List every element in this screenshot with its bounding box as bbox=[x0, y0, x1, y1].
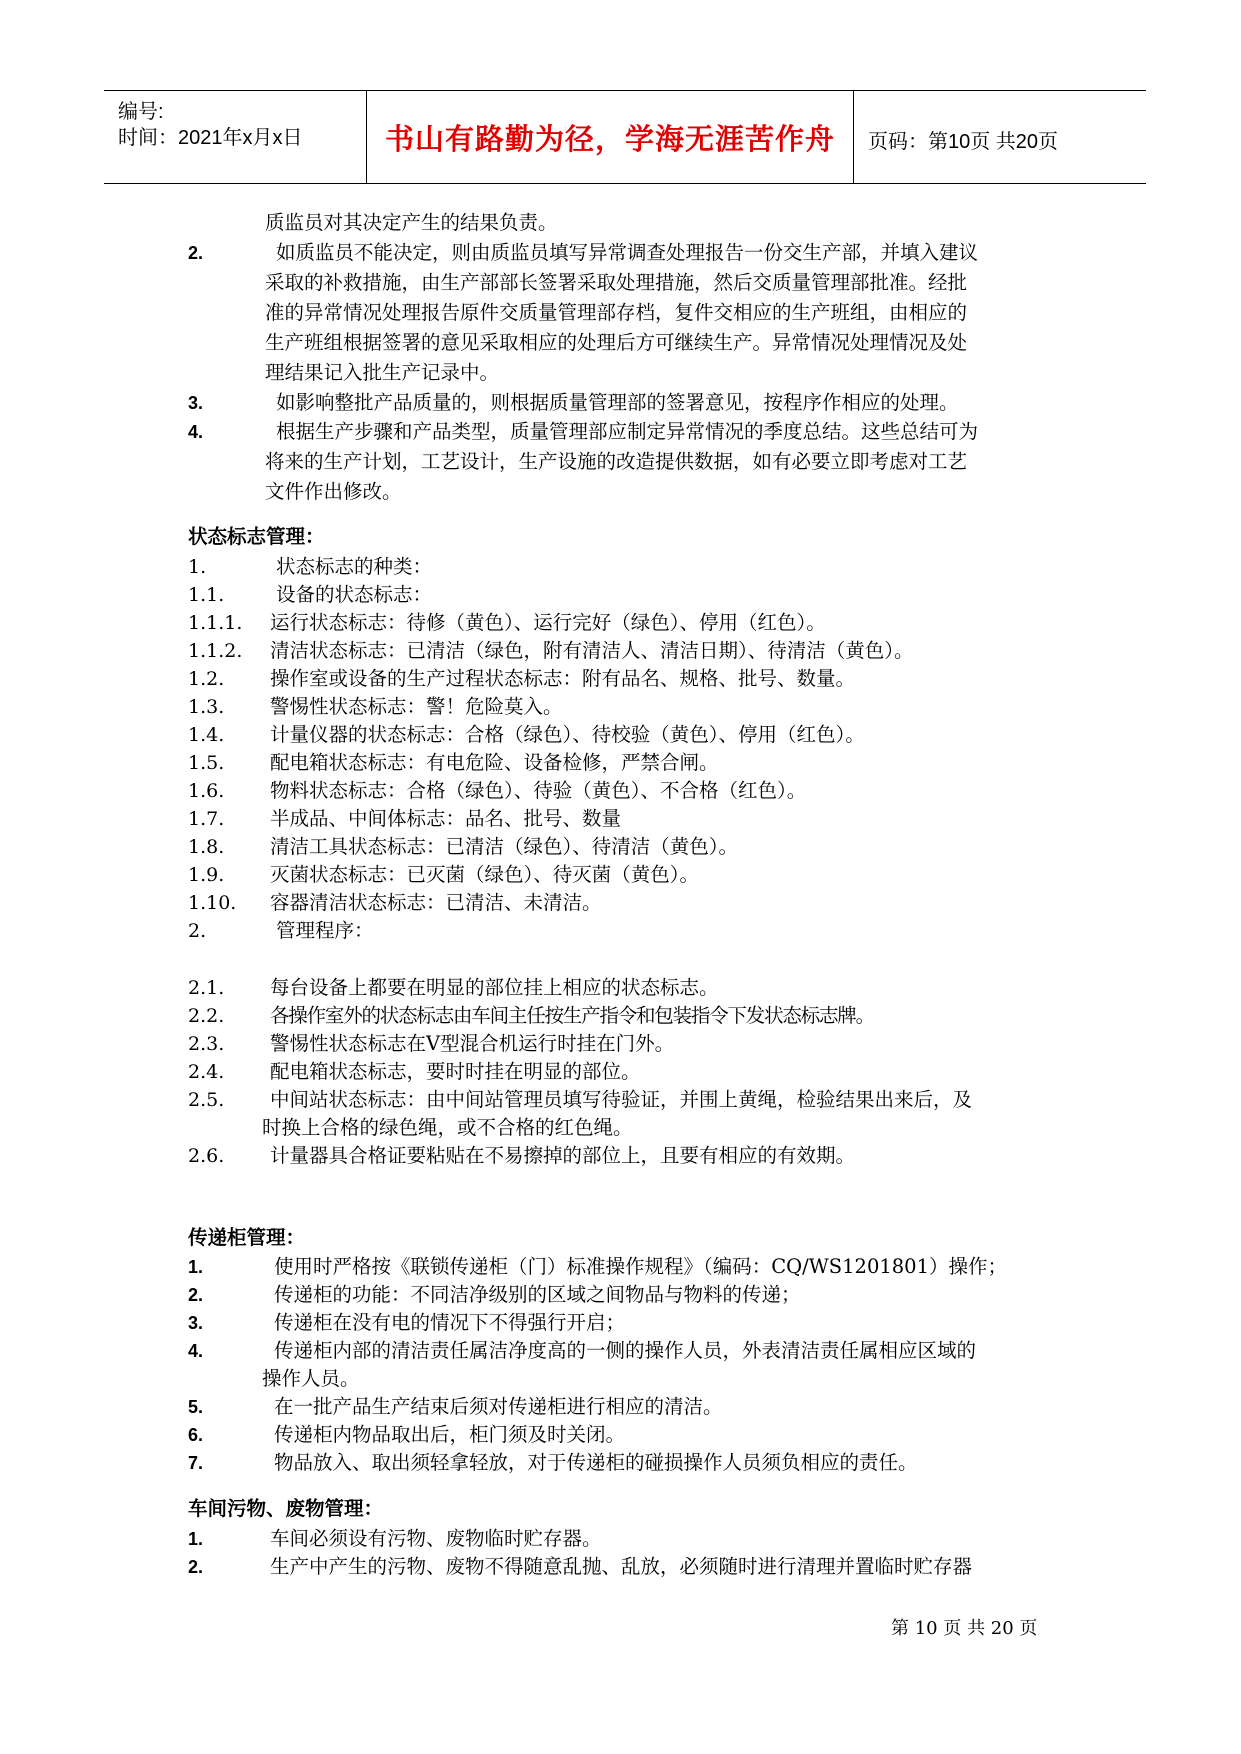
list-item-text: 中间站状态标志：由中间站管理员填写待验证，并围上黄绳，检验结果出来后，及 bbox=[270, 1088, 973, 1111]
list-item-text: 传递柜的功能：不同洁净级别的区域之间物品与物料的传递； bbox=[274, 1283, 801, 1306]
list-number: 1.3. bbox=[188, 696, 225, 718]
list-number: 4. bbox=[188, 1341, 204, 1361]
list-item-text: 传递柜内部的清洁责任属洁净度高的一侧的操作人员，外表清洁责任属相应区域的 bbox=[274, 1339, 977, 1362]
list-number: 1.8. bbox=[188, 836, 225, 858]
list-number: 1.1.2. bbox=[188, 640, 243, 662]
document-time-label: 时间：2021年x月x日 bbox=[118, 127, 303, 149]
list-number: 1.1. bbox=[188, 584, 225, 606]
list-number: 2. bbox=[188, 920, 207, 942]
list-number: 2.3. bbox=[188, 1033, 225, 1055]
list-number: 4. bbox=[188, 422, 204, 442]
section-heading: 传递柜管理： bbox=[188, 1226, 306, 1249]
paragraph-line: 文件作出修改。 bbox=[265, 480, 402, 503]
paragraph-line: 质监员对其决定产生的结果负责。 bbox=[265, 211, 558, 234]
list-item-text: 状态标志的种类： bbox=[276, 555, 433, 578]
list-item-text: 操作室或设备的生产过程状态标志：附有品名、规格、批号、数量。 bbox=[270, 667, 856, 690]
list-item-text: 清洁状态标志：已清洁（绿色，附有清洁人、清洁日期）、待清洁（黄色）。 bbox=[270, 639, 914, 662]
header-page-label: 页码：第10页 共20页 bbox=[868, 131, 1059, 153]
paragraph-line: 准的异常情况处理报告原件交质量管理部存档，复件交相应的生产班组，由相应的 bbox=[265, 301, 968, 324]
paragraph-line: 将来的生产计划，工艺设计，生产设施的改造提供数据，如有必要立即考虑对工艺 bbox=[265, 450, 968, 473]
list-number: 1.6. bbox=[188, 780, 225, 802]
list-number: 2. bbox=[188, 1557, 204, 1577]
list-number: 1.7. bbox=[188, 808, 225, 830]
list-item-text: 配电箱状态标志，要时时挂在明显的部位。 bbox=[270, 1060, 641, 1083]
paragraph-line: 理结果记入批生产记录中。 bbox=[265, 361, 500, 384]
list-number: 1.10. bbox=[188, 892, 237, 914]
header-center-cell bbox=[367, 91, 854, 183]
list-number: 2.6. bbox=[188, 1145, 225, 1167]
list-item-text: 容器清洁状态标志：已清洁、未清洁。 bbox=[270, 891, 602, 914]
list-item-text: 生产中产生的污物、废物不得随意乱抛、乱放，必须随时进行清理并置临时贮存器 bbox=[270, 1555, 973, 1578]
list-number: 1. bbox=[188, 556, 207, 578]
list-item-text: 配电箱状态标志：有电危险、设备检修，严禁合闸。 bbox=[270, 751, 719, 774]
list-number: 2.2. bbox=[188, 1005, 225, 1027]
section-heading: 车间污物、废物管理： bbox=[188, 1497, 384, 1520]
paragraph-line: 生产班组根据签署的意见采取相应的处理后方可继续生产。异常情况处理情况及处 bbox=[265, 331, 968, 354]
list-item-text: 计量仪器的状态标志：合格（绿色）、待校验（黄色）、停用（红色）。 bbox=[270, 723, 865, 746]
list-item-text: 传递柜在没有电的情况下不得强行开启； bbox=[274, 1311, 626, 1334]
header-motto: 书山有路勤为径，学海无涯苦作舟 bbox=[384, 122, 835, 156]
paragraph-line: 如质监员不能决定，则由质监员填写异常调查处理报告一份交生产部，并填入建议 bbox=[276, 241, 979, 264]
list-number: 2. bbox=[188, 243, 204, 263]
page-header bbox=[104, 90, 1146, 184]
list-number: 1.5. bbox=[188, 752, 225, 774]
header-right-cell bbox=[854, 91, 1146, 183]
list-number: 1. bbox=[188, 1529, 204, 1549]
list-item-text: 设备的状态标志： bbox=[276, 583, 433, 606]
list-item-continuation: 时换上合格的绿色绳，或不合格的红色绳。 bbox=[262, 1116, 633, 1139]
list-number: 2.1. bbox=[188, 977, 225, 999]
section-heading: 状态标志管理： bbox=[188, 525, 325, 548]
list-item-text: 警惕性状态标志在V型混合机运行时挂在门外。 bbox=[270, 1032, 675, 1055]
list-number: 1.4. bbox=[188, 724, 225, 746]
list-number: 2.4. bbox=[188, 1061, 225, 1083]
document-code-label: 编号: bbox=[118, 101, 164, 123]
list-item-text: 在一批产品生产结束后须对传递柜进行相应的清洁。 bbox=[274, 1395, 723, 1418]
list-item-text: 物品放入、取出须轻拿轻放，对于传递柜的碰损操作人员须负相应的责任。 bbox=[274, 1451, 918, 1474]
list-item-text: 半成品、中间体标志：品名、批号、数量 bbox=[270, 807, 622, 830]
list-item-text: 计量器具合格证要粘贴在不易擦掉的部位上，且要有相应的有效期。 bbox=[270, 1144, 856, 1167]
list-item-text: 车间必须设有污物、废物临时贮存器。 bbox=[270, 1527, 602, 1550]
list-item-continuation: 操作人员。 bbox=[262, 1367, 360, 1390]
list-number: 2.5. bbox=[188, 1089, 225, 1111]
list-number: 1.9. bbox=[188, 864, 225, 886]
list-item-text: 运行状态标志：待修（黄色）、运行完好（绿色）、停用（红色）。 bbox=[270, 611, 826, 634]
list-item-text: 使用时严格按《联锁传递柜（门）标准操作规程》（编码：CQ/WS1201801）操作； bbox=[274, 1255, 1007, 1278]
list-item-text: 各操作室外的状态标志由车间主任按生产指令和包装指令下发状态标志牌。 bbox=[270, 1004, 874, 1027]
list-number: 6. bbox=[188, 1425, 204, 1445]
page-footer: 第 10 页 共 20 页 bbox=[891, 1618, 1038, 1639]
list-number: 5. bbox=[188, 1397, 204, 1417]
list-item-text: 灭菌状态标志：已灭菌（绿色）、待灭菌（黄色）。 bbox=[270, 863, 700, 886]
list-item-text: 物料状态标志：合格（绿色）、待验（黄色）、不合格（红色）。 bbox=[270, 779, 807, 802]
header-left-cell bbox=[104, 91, 367, 183]
list-number: 3. bbox=[188, 1313, 204, 1333]
list-item-text: 管理程序： bbox=[276, 919, 374, 942]
list-item-text: 清洁工具状态标志：已清洁（绿色）、待清洁（黄色）。 bbox=[270, 835, 739, 858]
list-number: 1.2. bbox=[188, 668, 225, 690]
paragraph-line: 根据生产步骤和产品类型，质量管理部应制定异常情况的季度总结。这些总结可为 bbox=[276, 420, 979, 443]
list-item-text: 警惕性状态标志：警！危险莫入。 bbox=[270, 695, 563, 718]
paragraph-line: 采取的补救措施，由生产部部长签署采取处理措施，然后交质量管理部批准。经批 bbox=[265, 271, 968, 294]
list-number: 3. bbox=[188, 393, 204, 413]
paragraph-line: 如影响整批产品质量的，则根据质量管理部的签署意见，按程序作相应的处理。 bbox=[276, 391, 959, 414]
list-number: 2. bbox=[188, 1285, 204, 1305]
list-number: 1. bbox=[188, 1257, 204, 1277]
list-item-text: 传递柜内物品取出后，柜门须及时关闭。 bbox=[274, 1423, 626, 1446]
list-number: 7. bbox=[188, 1453, 204, 1473]
list-number: 1.1.1. bbox=[188, 612, 243, 634]
list-item-text: 每台设备上都要在明显的部位挂上相应的状态标志。 bbox=[270, 976, 719, 999]
